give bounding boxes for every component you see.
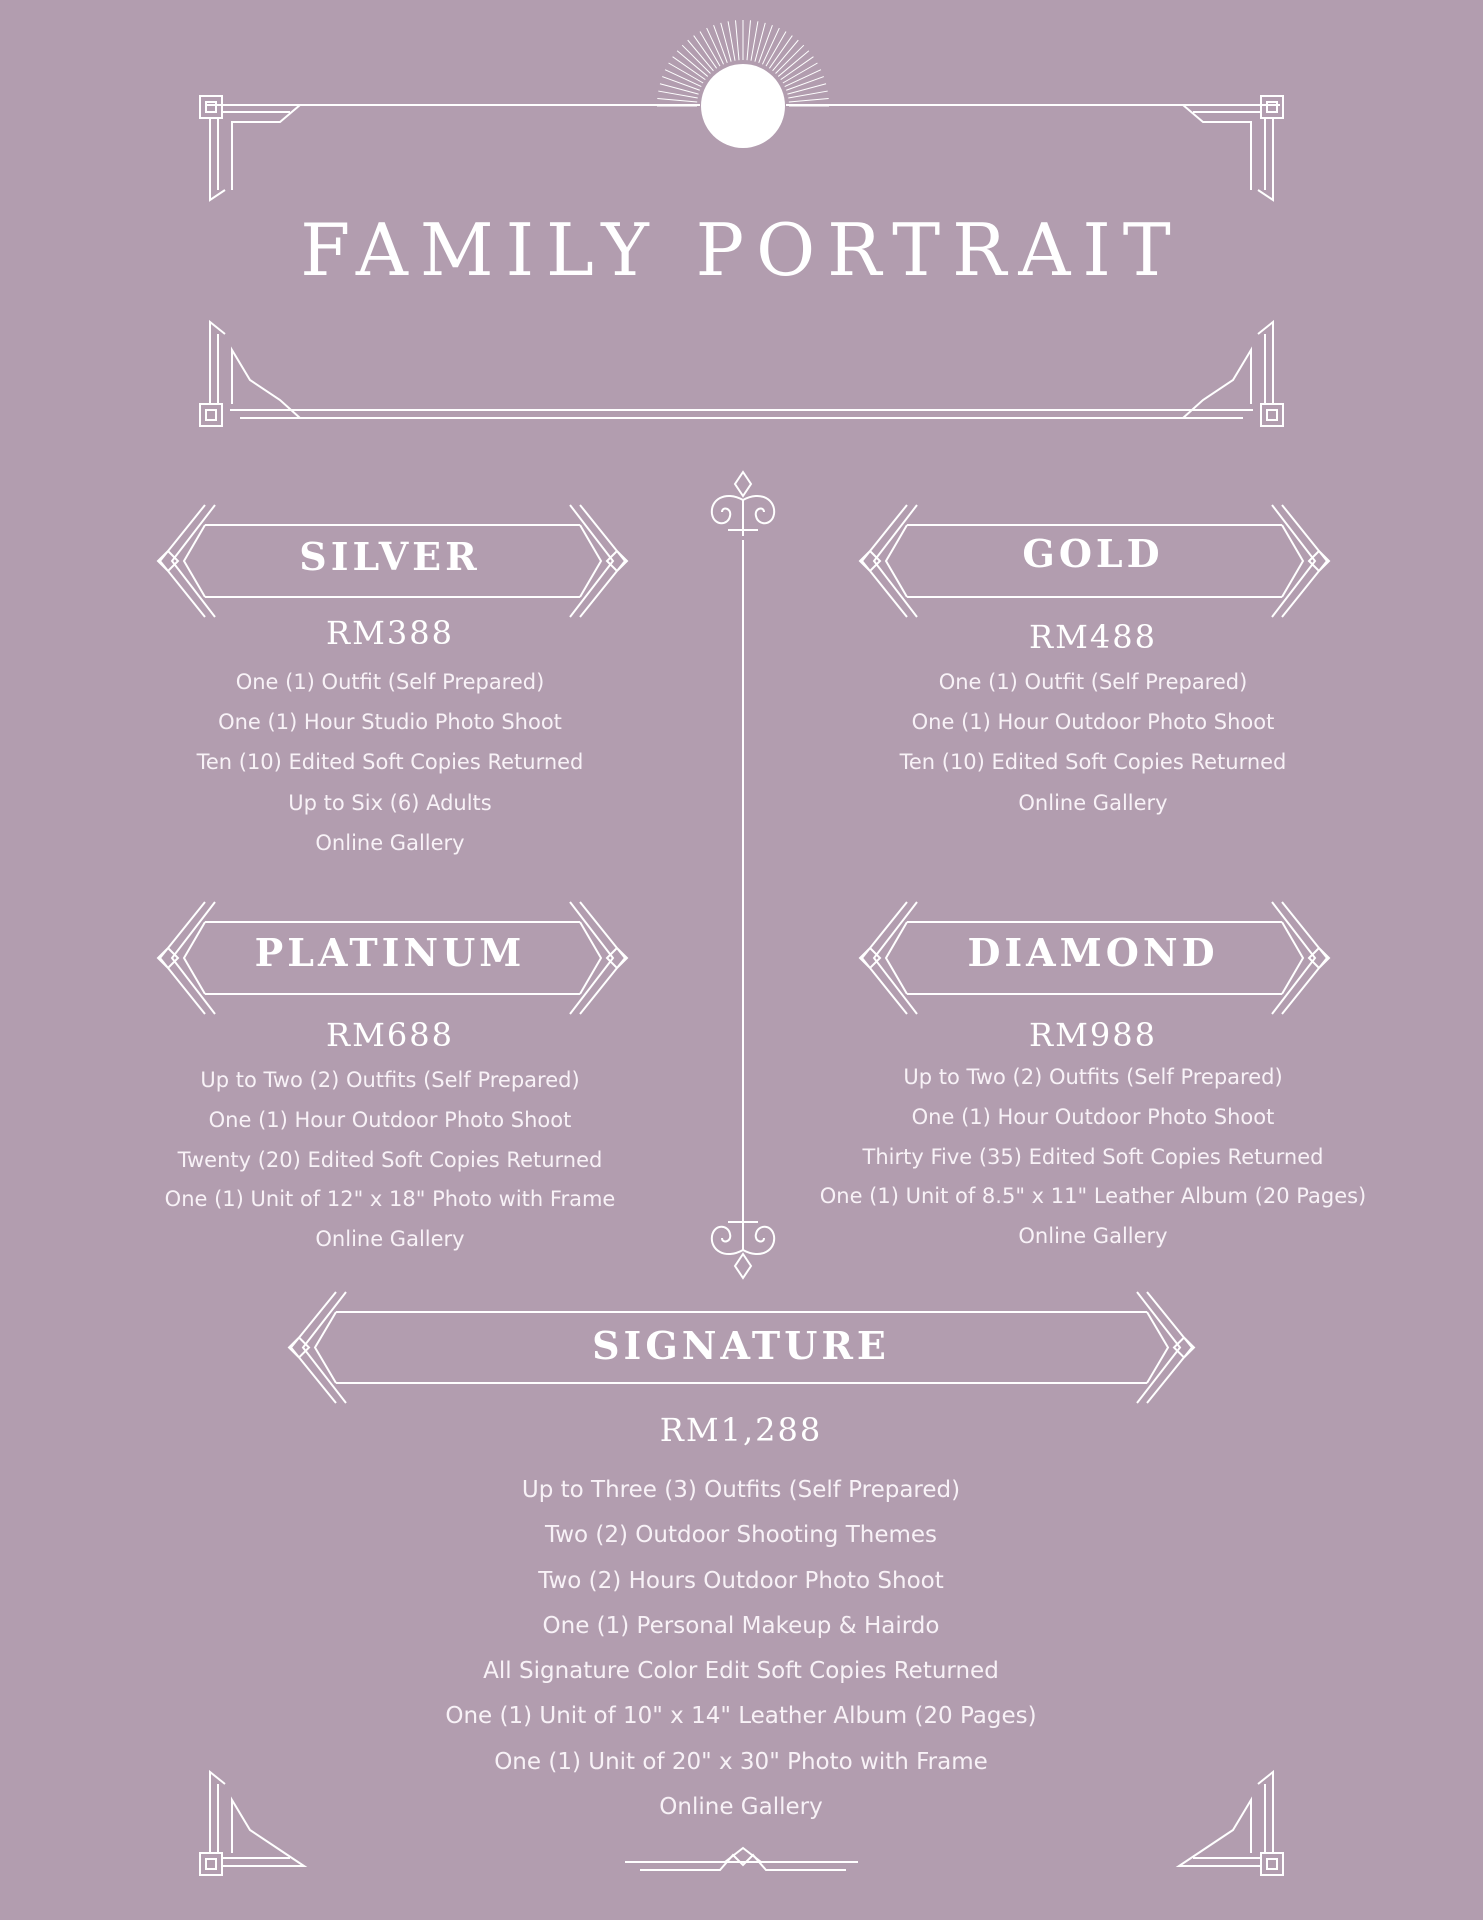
sun-ray [707,28,724,64]
package-name-signature: SIGNATURE [592,1323,890,1368]
sun-ray [769,36,792,69]
list-item: Up to Two (2) Outfits (Self Prepared) [200,1068,580,1092]
sun-ray [783,63,818,83]
package-price-silver: RM388 [326,614,454,652]
feature-list-signature [341,1468,1141,1830]
sun-ray [781,57,814,80]
bottom-center-ornament-icon [625,1848,858,1870]
list-item: One (1) Hour Outdoor Photo Shoot [911,1104,1275,1129]
package-name-silver: SILVER [299,534,481,579]
list-item: Thirty Five (35) Edited Soft Copies Returned [862,1144,1324,1169]
list-item: Ten (10) Edited Soft Copies Returned [899,750,1287,775]
sun-ray [714,25,728,63]
sun-ray [786,77,824,91]
list-item: Ten (10) Edited Soft Copies Returned [196,750,584,775]
sun-ray [665,70,701,87]
sun-ray [728,21,735,60]
list-item: Two (2) Outdoor Shooting Themes [544,1522,938,1549]
sun-ray [682,45,710,73]
package-price-gold: RM488 [1029,618,1157,656]
list-item: One (1) Hour Outdoor Photo Shoot [208,1107,572,1132]
sun-ray [688,40,714,71]
list-item: All Signature Color Edit Soft Copies Returned [483,1658,999,1685]
sun-ray [787,84,826,94]
package-price-diamond: RM988 [1029,1016,1157,1054]
corner-ornament-mid-left-icon [200,322,300,426]
sun-ray [785,70,821,87]
list-item: One (1) Unit of 10" x 14" Leather Album (20 Pages) [445,1703,1037,1730]
sun-ray [658,91,697,98]
corner-ornament-bottom-right-icon [1179,1772,1283,1875]
list-item: One (1) Hour Outdoor Photo Shoot [911,710,1275,735]
list-item: Online Gallery [315,1227,465,1252]
sun-ray [778,51,809,77]
sun-ray [669,63,704,83]
sun-ray [662,77,700,91]
package-price-platinum: RM688 [326,1016,454,1054]
sun-ray [755,23,765,62]
list-item: Two (2) Hours Outdoor Photo Shoot [538,1567,944,1594]
sun-ray [747,20,750,60]
sun-ray [759,25,773,63]
list-item: Twenty (20) Edited Soft Copies Returned [177,1147,603,1172]
list-item: One (1) Hour Studio Photo Shoot [218,710,562,735]
list-item: Online Gallery [1018,790,1168,815]
sun-ray [694,36,717,69]
fleur-ornament-bottom-icon [712,1220,774,1278]
sun-ray [677,51,708,77]
sun-ray [788,91,827,98]
list-item: One (1) Unit of 12" x 18" Photo with Frame [164,1187,616,1212]
sun-ray [773,40,799,71]
list-item: One (1) Unit of 20" x 30" Photo with Frame [494,1748,988,1775]
sun-ray [721,23,731,62]
package-name-diamond: DIAMOND [967,930,1219,975]
list-item: Up to Two (2) Outfits (Self Prepared) [903,1065,1283,1089]
sun-icon [701,64,785,148]
sun-ray [736,20,739,60]
list-item: One (1) Personal Makeup & Hairdo [542,1612,940,1639]
corner-ornament-top-right-icon [1183,96,1283,200]
list-item: One (1) Outfit (Self Prepared) [938,670,1248,694]
sun-ray [657,99,697,102]
package-name-platinum: PLATINUM [254,930,526,975]
package-price-signature: RM1,288 [659,1411,823,1449]
list-item: Online Gallery [659,1794,823,1821]
fleur-ornament-top-icon [712,472,774,536]
list-item: One (1) Unit of 8.5" x 11" Leather Album (20 Pages) [819,1184,1367,1209]
sun-ray [751,21,758,60]
sun-ray [766,32,786,67]
sun-ray [660,84,699,94]
page-title: FAMILY PORTRAIT [300,208,1183,292]
list-item: One (1) Outfit (Self Prepared) [235,670,545,694]
sunburst-icon [657,20,829,106]
corner-ornament-mid-right-icon [1183,322,1283,426]
list-item: Up to Three (3) Outfits (Self Prepared) [521,1477,961,1503]
corner-ornament-top-left-icon [200,96,300,200]
sun-ray [673,57,706,80]
corner-ornament-bottom-left-icon [200,1772,304,1875]
sun-ray [776,45,804,73]
feature-list-platinum [140,1061,640,1260]
list-item: Online Gallery [315,830,465,855]
feature-list-diamond [793,1058,1393,1257]
sun-ray [762,28,779,64]
list-item: Up to Six (6) Adults [288,790,492,815]
feature-list-silver [140,662,640,863]
sun-ray [789,99,829,102]
package-name-gold: GOLD [1022,531,1164,576]
sun-ray [700,32,720,67]
feature-list-gold [843,662,1343,823]
list-item: Online Gallery [1018,1224,1168,1249]
